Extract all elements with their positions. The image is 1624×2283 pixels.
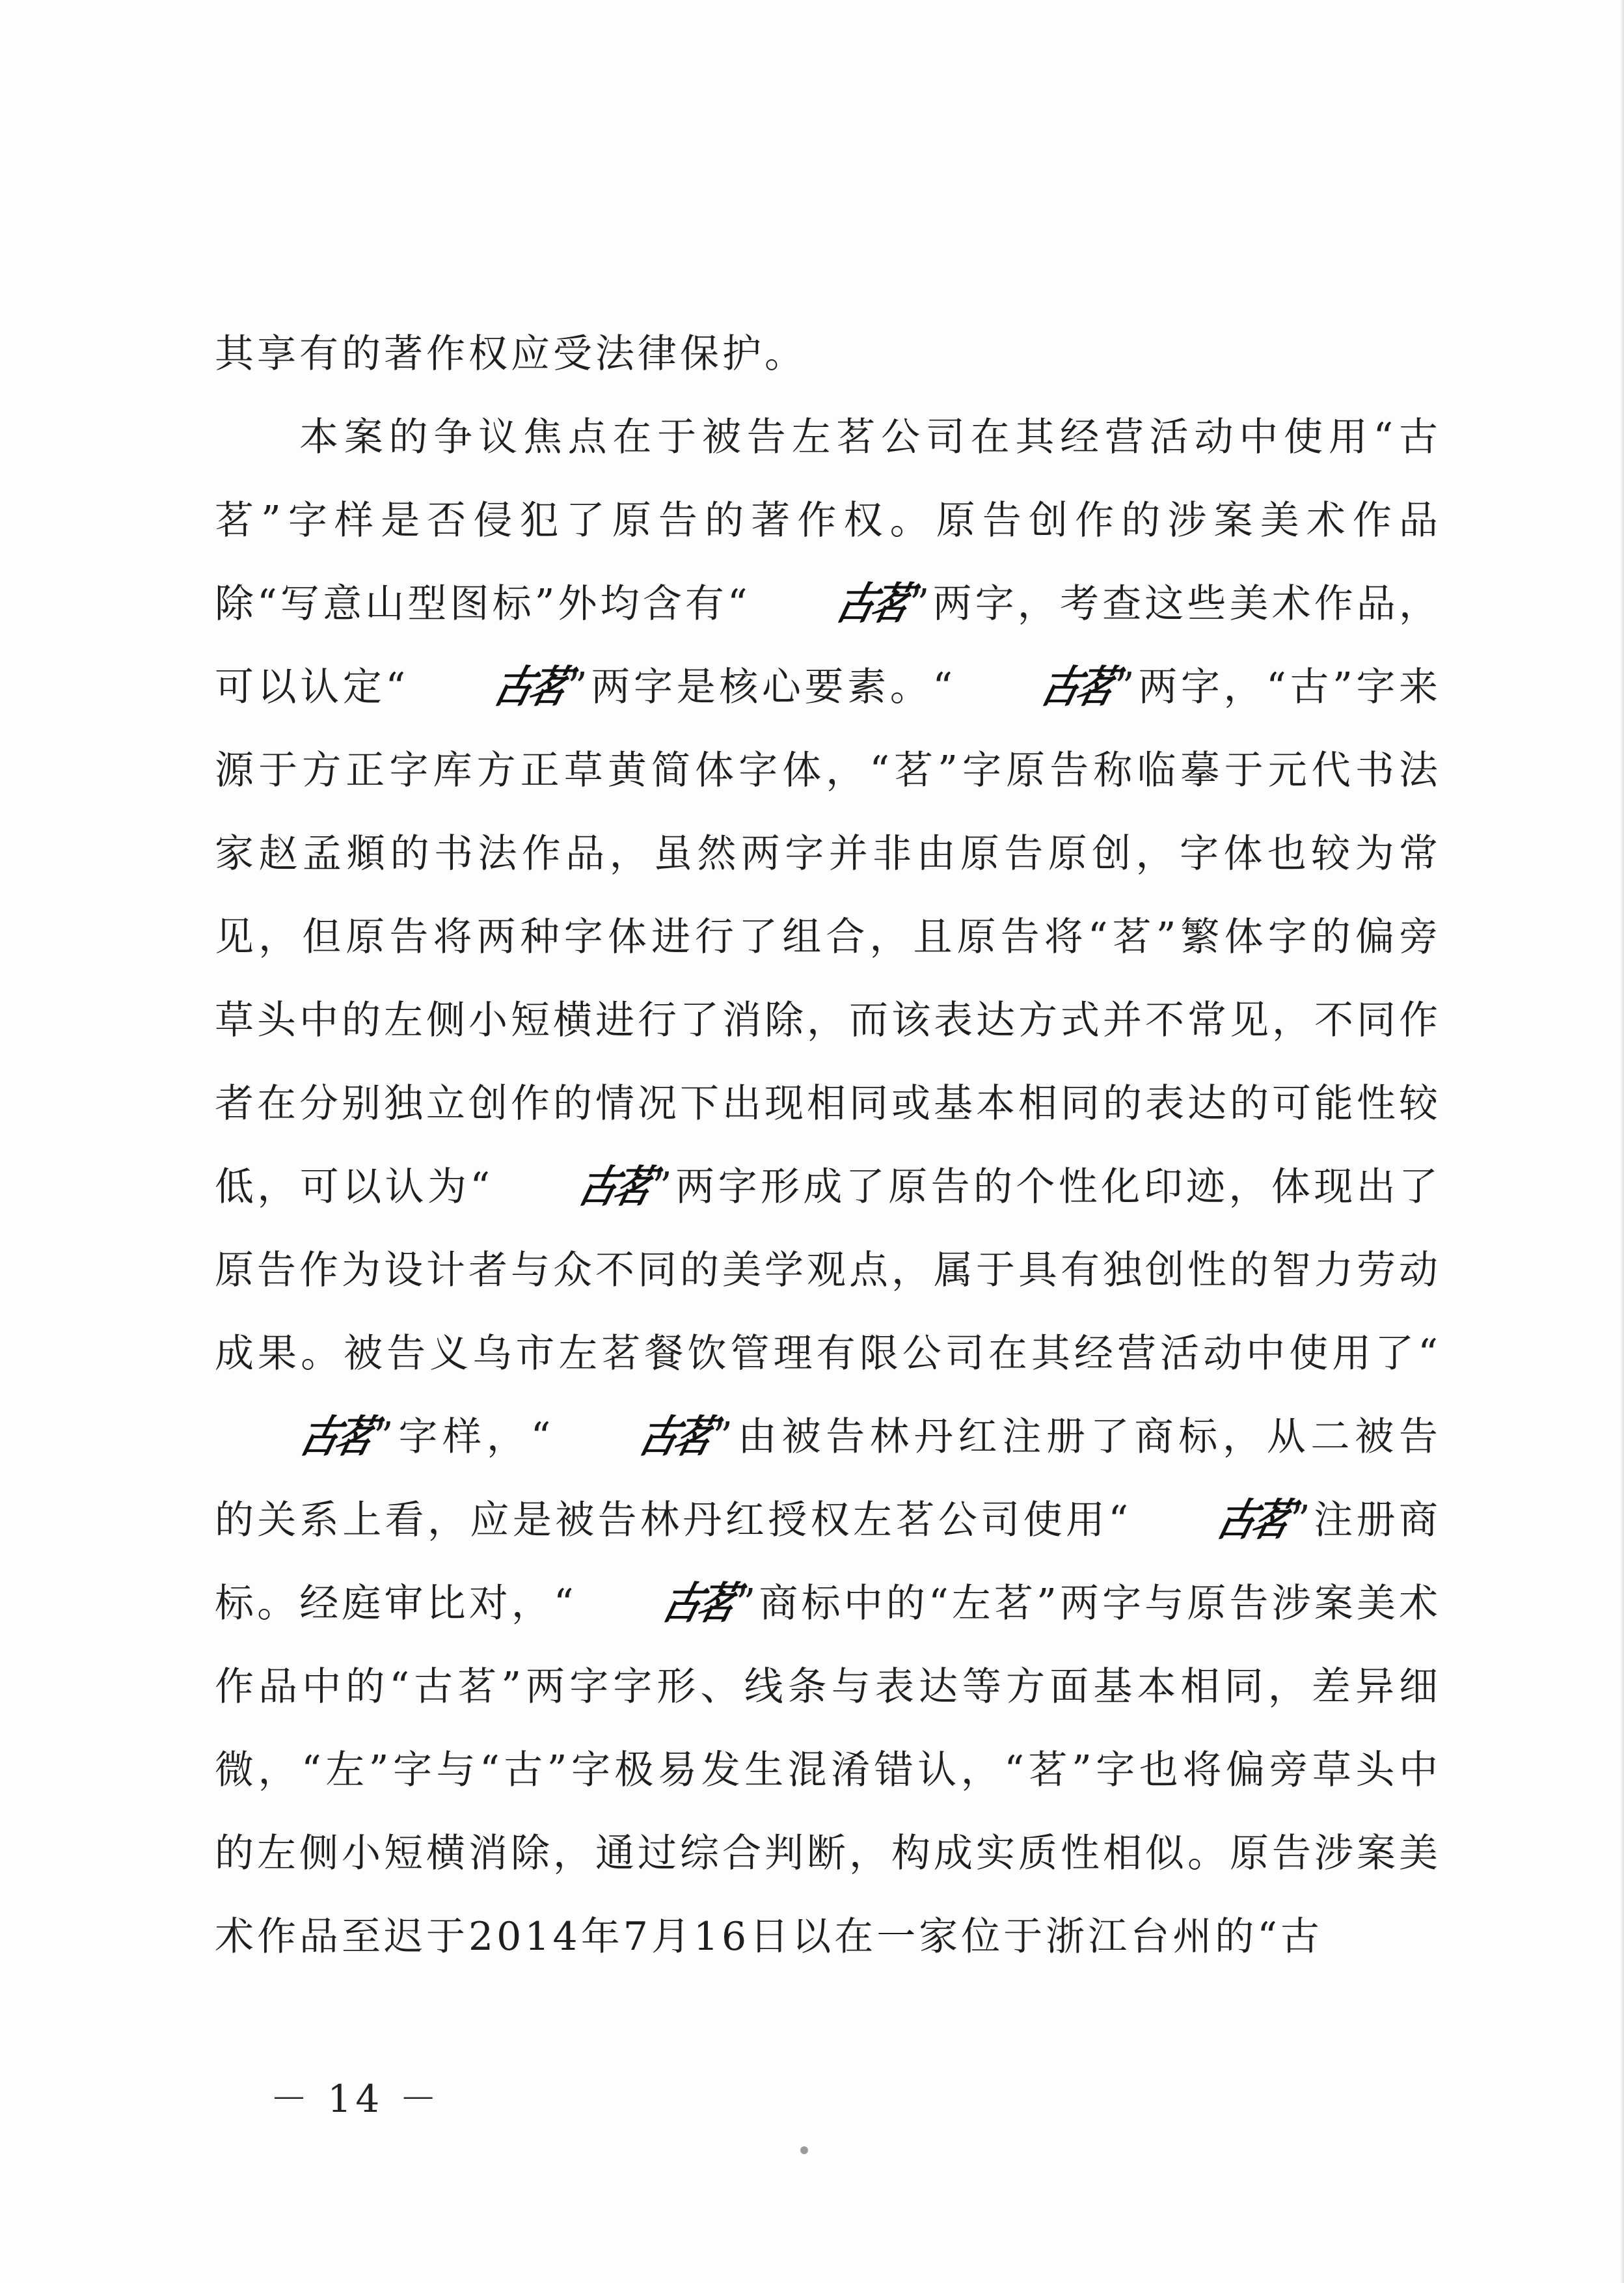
scan-edge-shadow bbox=[1620, 0, 1624, 2283]
trademark-glyph: 古茗 bbox=[573, 1161, 656, 1213]
trademark-glyph: 古茗 bbox=[633, 1411, 717, 1463]
scan-speck bbox=[800, 2146, 808, 2154]
paragraph-text: 本案的争议焦点在于被告左茗公司在其经营活动中使用“古茗”字样是否侵犯了原告的著作权。原告创作的涉案美术作品除“写意山型图标”外均含有“ bbox=[215, 415, 1441, 627]
trademark-glyph: 古茗 bbox=[294, 1411, 377, 1463]
paragraph-text: ”两字是核心要素。“ bbox=[567, 664, 956, 710]
paragraph-text: ”注册商标。经庭审比对，“ bbox=[215, 1497, 1441, 1626]
paragraph-text: ”两字，“古”字来源于方正字库方正草黄简体字体，“茗”字原告称临摹于元代书法家赵孟頫的书法作品，虽然两字并非由原告原创，字体也较为常见，但原告将两种字体进行了组合，且原告将“茗”繁体字的偏旁草头中的左侧小短横进行了消除，而该表达方式并不常见，不同作者在分别独立创作的情况下出现相同或基本相同的表达的可能性较低，可以认为“ bbox=[215, 664, 1441, 1210]
paragraph-text: ”两字形成了原告的个性化印迹，体现出了原告作为设计者与众不同的美学观点，属于具有独创性的智力劳动成果。被告义乌市左茗餐饮管理有限公司在其经营活动中使用了“ bbox=[215, 1164, 1441, 1376]
trademark-glyph: 古茗 bbox=[830, 578, 914, 630]
paragraph-text: ”两字，考查这些美术作品，可以认定“ bbox=[215, 581, 1441, 710]
paragraph bbox=[215, 396, 1441, 1978]
paragraph-text: ”由被告林丹红注册了商标，从二被告的关系上看，应是被告林丹红授权左茗公司使用“ bbox=[215, 1414, 1441, 1543]
trademark-glyph: 古茗 bbox=[1211, 1494, 1294, 1546]
page-number: － 14 － bbox=[270, 2077, 441, 2121]
trademark-glyph: 古茗 bbox=[656, 1578, 740, 1630]
trademark-glyph: 古茗 bbox=[1035, 661, 1118, 713]
paragraph-text: ”字样，“ bbox=[373, 1414, 554, 1460]
paragraph-text: ”商标中的“左茗”两字与原告涉案美术作品中的“古茗”两字字形、线条与表达等方面基本相同，差异细微，“左”字与“古”字极易发生混淆错认，“茗”字也将偏旁草头中的左侧小短横消除，通过综合判断，构成实质性相似。原告涉案美术作品至迟于2014年7月16日以在一家位于浙江台州的“古 bbox=[215, 1581, 1441, 1960]
paragraph-text: 其享有的著作权应受法律保护。 bbox=[215, 331, 807, 377]
paragraph bbox=[215, 312, 1441, 396]
document-body bbox=[215, 312, 1441, 1978]
trademark-glyph: 古茗 bbox=[488, 661, 571, 713]
